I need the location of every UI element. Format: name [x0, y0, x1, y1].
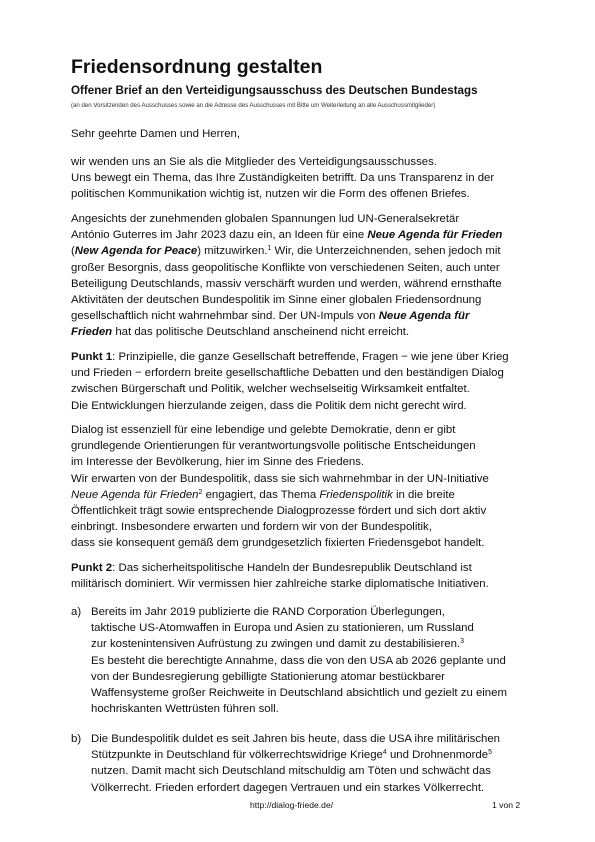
agenda-line: Aktivitäten der deutschen Bundespolitik im Sinne einer globalen Friedensordnung: [71, 294, 482, 307]
item-b-line: Stützpunkte in Deutschland für völkerrechtswidrige Kriege$^4$ und Drohnenmorde$^5$: [91, 749, 493, 762]
dialog-paragraph: [71, 422, 489, 552]
item-a-line: taktische US-Atomwaffen in Europa und Asien zu stationieren, um Russland: [91, 622, 474, 635]
item-a-line: Es besteht die berechtigte Annahme, dass die von den USA ab 2026 geplante und: [91, 654, 506, 667]
agenda-line: (New Agenda for Peace) mitzuwirken.$^1$ Wir, die Unterzeichnenden, sehen jedoch mit: [71, 245, 501, 258]
distribution-note: (an den Vorsitzenden des Ausschusses sowie an die Adresse des Ausschusses mit Bitte um Weiterleitung an alle Ausschussmitglieder): [71, 102, 436, 109]
footnote-ref[interactable]: 5: [488, 749, 493, 757]
list-marker-a: a): [71, 606, 82, 618]
agenda-title-en: New Agenda for Peace: [74, 245, 198, 258]
dialog-line: Neue Agenda für Frieden$^2$ engagiert, das Thema Friedenspolitik in die breite: [71, 488, 455, 501]
agenda-line: gesellschaftlich nicht wahrnehmbar sind. Der UN-Impuls von Neue Agenda für: [71, 310, 470, 323]
punkt2-label: Punkt 2: [71, 562, 113, 574]
footnote-ref[interactable]: 3: [460, 638, 465, 646]
punkt1-paragraph: [71, 349, 509, 414]
item-a-line: von der Bundesregierung gebilligte Stationierung atomar bestückbarer: [91, 670, 445, 683]
agenda-title-de: Neue Agenda für Frieden: [367, 229, 503, 242]
item-b-line: nutzen. Damit macht sich Deutschland mitschuldig am Töten und schwächt das: [91, 765, 491, 778]
agenda-line: António Guterres im Jahr 2023 dazu ein, an Ideen für eine Neue Agenda für Frieden: [71, 229, 503, 242]
item-b-line: Völkerrecht. Frieden erfordert dagegen Vertrauen und ein starkes Völkerrecht.: [91, 781, 485, 794]
agenda-line: großer Besorgnis, dass geopolitische Konflikte von verschiedenen Seiten, auch unter: [71, 261, 500, 274]
footnote-ref[interactable]: 2: [198, 488, 203, 496]
punkt1-line: Punkt 1: Prinzipielle, die ganze Gesellschaft betreffende, Fragen − wie jene über Krieg: [71, 351, 509, 363]
salutation: [71, 126, 240, 142]
item-a-line: Waffensysteme großer Reichweite in Deutschland absichtlich und gezielt zu einem: [91, 687, 507, 700]
punkt1-line: und Frieden − erfordern breite gesellschaftliche Debatten und den beständigen Dialog: [71, 367, 504, 380]
agenda-paragraph: [71, 211, 502, 341]
dialog-line: Öffentlichkeit trägt sowie entsprechende Dialogprozesse fördert und sich dort aktiv: [71, 505, 487, 518]
intro-paragraph: [71, 154, 494, 203]
footer-url-link[interactable]: http://dialog-friede.de/: [250, 800, 334, 810]
punkt1-line: Die Entwicklungen hierzulande zeigen, dass die Politik dem nicht gerecht wird.: [71, 399, 467, 412]
dialog-line: Dialog ist essenziell für eine lebendige und gelebte Demokratie, denn er gibt: [71, 424, 456, 436]
agenda-line: Frieden hat das politische Deutschland anscheinend nicht erreicht.: [71, 326, 410, 339]
dialog-line: Wir erwarten von der Bundespolitik, dass sie sich wahrnehmbar in der UN-Initiative: [71, 472, 489, 485]
punkt1-line: zwischen Bürgerschaft und Politik, welcher wechselseitig Wirksamkeit entfaltet.: [71, 383, 470, 396]
punkt2-line: militärisch dominiert. Wir vermissen hier zahlreiche starke diplomatische Initiativen.: [71, 578, 489, 591]
item-a-line: zur kostenintensiven Aufrüstung zu zwingen und damit zu destabilisieren.$^3$: [91, 638, 465, 651]
punkt2-paragraph: [71, 560, 489, 592]
agenda-title-de: Neue Agenda für: [378, 310, 470, 323]
item-a-line: hochriskanten Wettrüsten führen soll.: [91, 703, 279, 716]
intro-line: Uns bewegt ein Thema, das Ihre Zuständigkeiten betrifft. Da uns Transparenz in der: [71, 172, 495, 185]
page-subtitle: Offener Brief an den Verteidigungsausschuss des Deutschen Bundestags: [71, 84, 478, 97]
footnote-ref[interactable]: 1: [267, 245, 272, 253]
dialog-line: einbringt. Insbesondere erwarten und fordern wir von der Bundespolitik,: [71, 521, 432, 534]
salutation-text: Sehr geehrte Damen und Herren,: [71, 128, 241, 140]
intro-line: wir wenden uns an Sie als die Mitglieder des Verteidigungsausschusses.: [71, 156, 437, 168]
dialog-line: im Interesse der Bevölkerung, hier im Sinne des Friedens.: [71, 456, 365, 469]
page-title: Friedensordnung gestalten: [71, 56, 323, 78]
item-b-line: Die Bundespolitik duldet es seit Jahren bis heute, dass die USA ihre militärischen: [91, 733, 501, 745]
dialog-line: dass sie konsequent gemäß dem grundgesetzlich fixierten Friedensgebot handelt.: [71, 537, 485, 550]
punkt1-label: Punkt 1: [71, 351, 113, 363]
footnote-ref[interactable]: 4: [382, 749, 387, 757]
item-a-line: Bereits im Jahr 2019 publizierte die RAND Corporation Überlegungen,: [91, 606, 445, 618]
punkt2-line: Punkt 2: Das sicherheitspolitische Handeln der Bundesrepublik Deutschland ist: [71, 562, 472, 574]
intro-line: politischen Kommunikation wichtig ist, nutzen wir die Form des offenen Briefes.: [71, 188, 470, 201]
list-item-b: [91, 731, 500, 796]
footer-page-number: 1 von 2: [492, 800, 521, 810]
agenda-line: Beteiligung Deutschlands, massiv verschärft wurden und werden, während ernsthafte: [71, 277, 502, 290]
list-marker-b: b): [71, 733, 82, 745]
list-item-a: [91, 604, 507, 717]
dialog-line: grundlegende Orientierungen für verantwortungsvolle politische Entscheidungen: [71, 440, 476, 453]
agenda-line: Angesichts der zunehmenden globalen Spannungen lud UN-Generalsekretär: [71, 213, 460, 225]
